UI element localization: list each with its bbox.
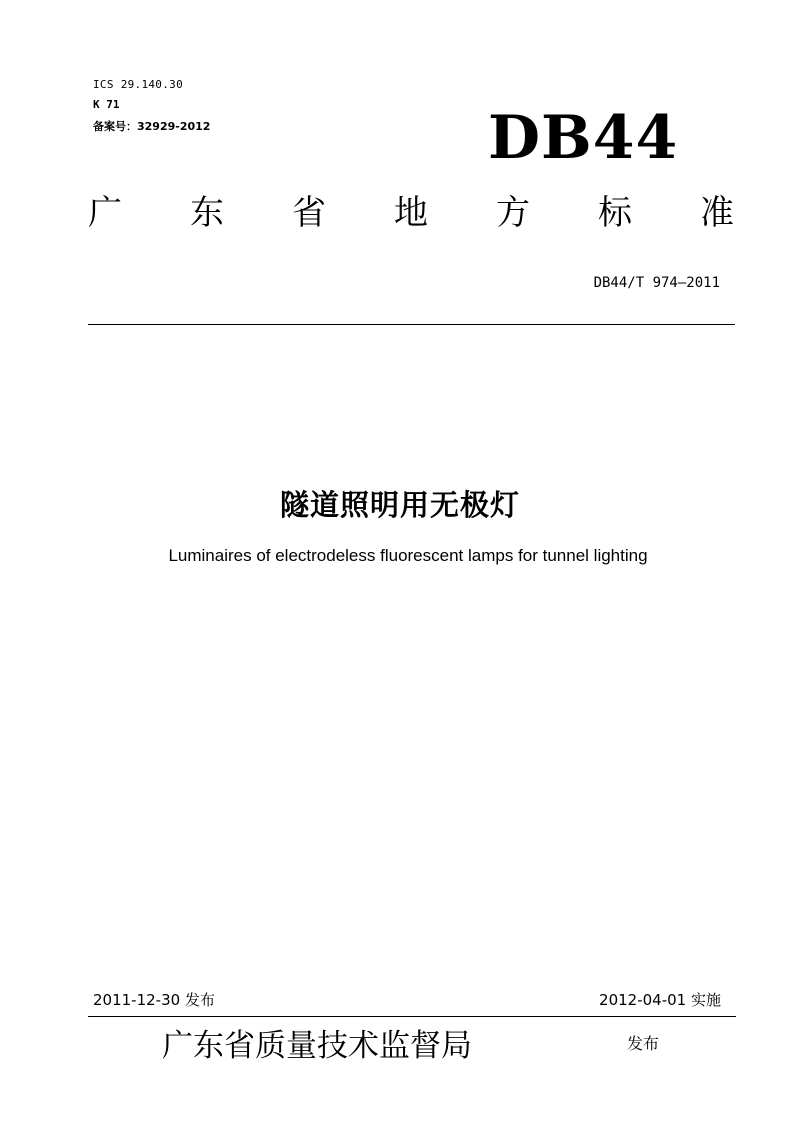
issuer-suffix: 发布 bbox=[627, 1034, 660, 1053]
implementation-date: 2012-04-01 实施 bbox=[599, 991, 721, 1009]
standard-type-char: 准 bbox=[700, 193, 734, 233]
bottom-divider bbox=[88, 1016, 736, 1017]
standard-type-char: 标 bbox=[598, 193, 632, 233]
classification-code: K 71 bbox=[93, 98, 120, 111]
english-title: Luminaires of electrodeless fluorescent lamps for tunnel lighting bbox=[168, 546, 648, 565]
standard-number: DB44/T 974—2011 bbox=[593, 275, 720, 291]
db44-logo: DB44 bbox=[488, 103, 679, 173]
top-divider bbox=[88, 324, 735, 325]
record-number: 备案号：32929-2012 bbox=[93, 120, 211, 133]
ics-code: ICS 29.140.30 bbox=[93, 78, 183, 91]
issuing-authority: 广东省质量技术监督局 bbox=[162, 1028, 472, 1064]
standard-type-char: 东 bbox=[190, 193, 224, 233]
issue-date: 2011-12-30 发布 bbox=[93, 991, 215, 1009]
standard-type-char: 方 bbox=[496, 193, 530, 233]
standard-type-char: 省 bbox=[292, 193, 326, 233]
standard-type-char: 广 bbox=[88, 193, 122, 233]
standard-type-char: 地 bbox=[394, 193, 428, 233]
chinese-title: 隧道照明用无极灯 bbox=[279, 488, 520, 522]
standard-type-title bbox=[88, 193, 734, 233]
